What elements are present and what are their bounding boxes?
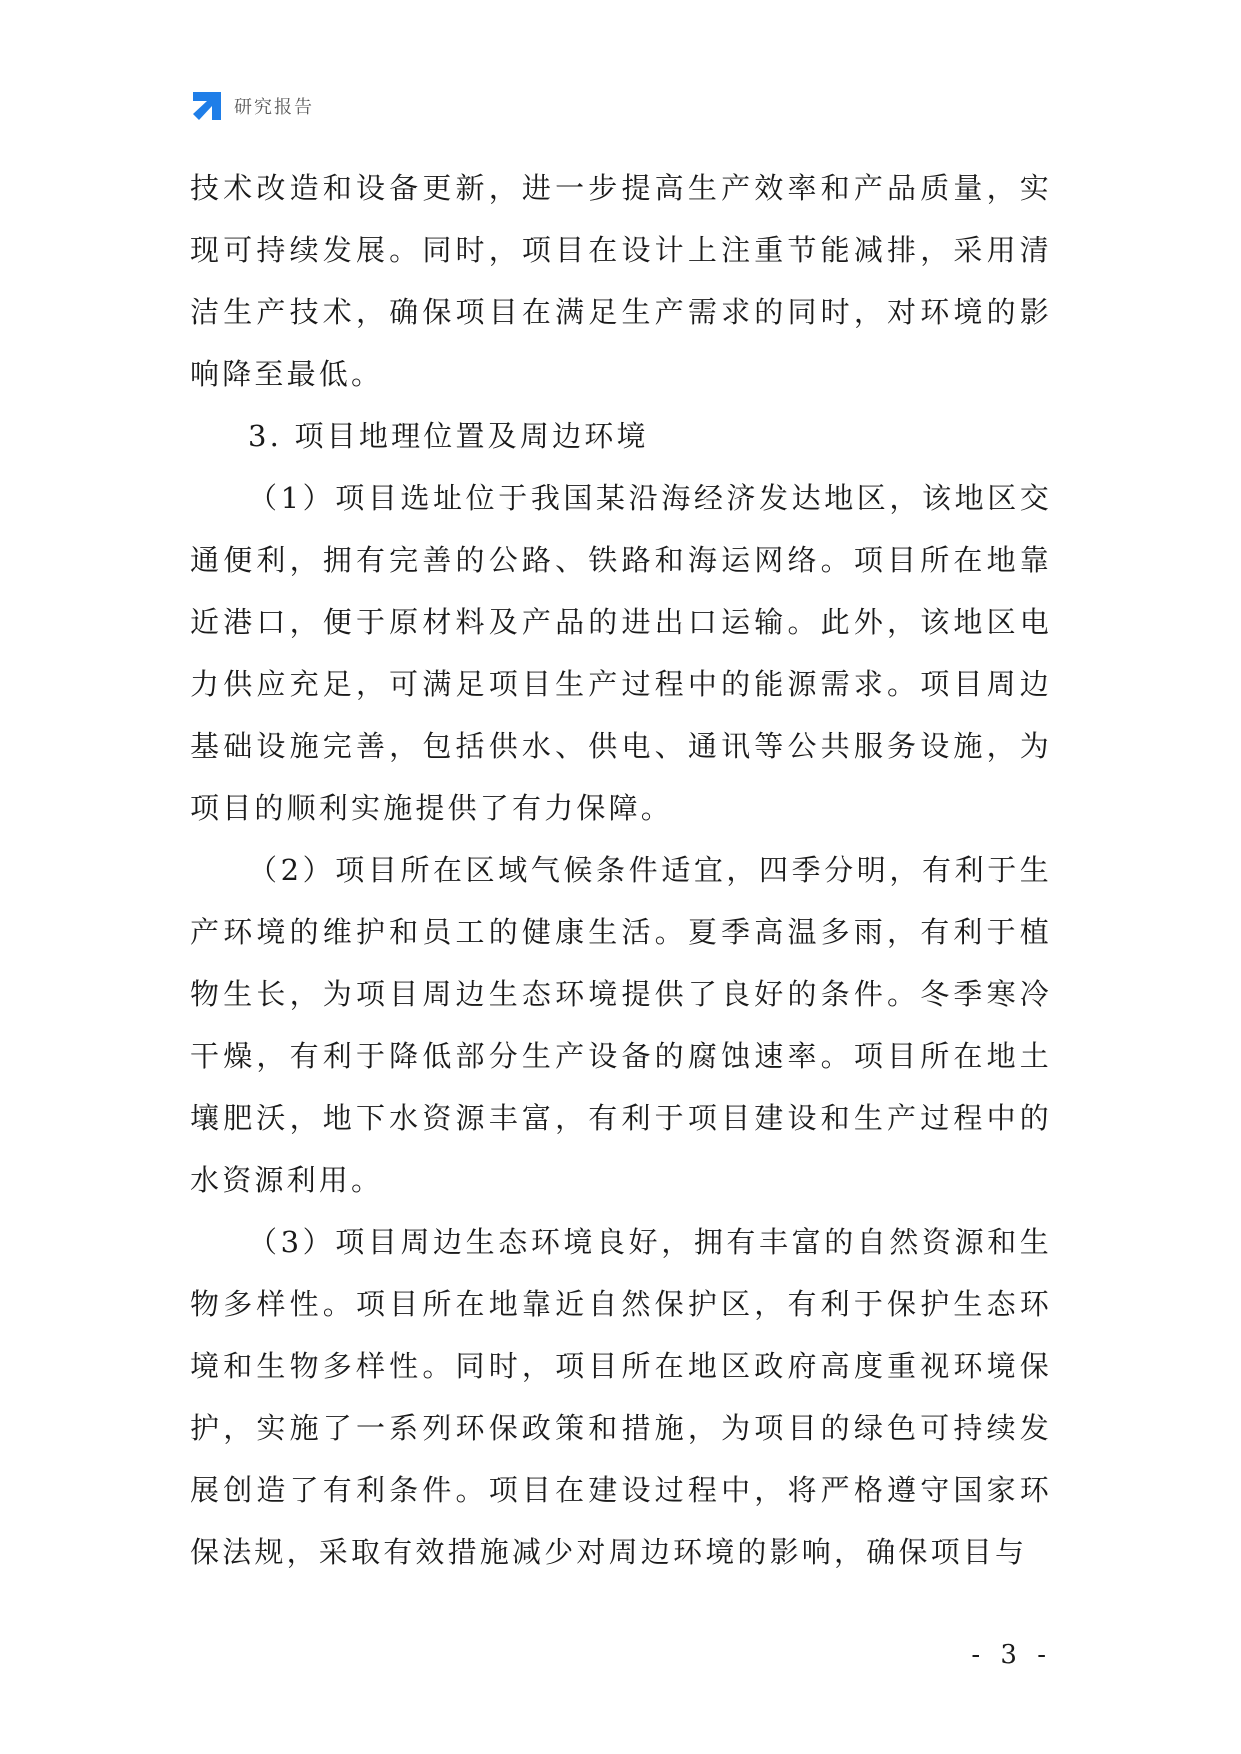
- arrow-up-right-icon: [190, 89, 224, 123]
- paragraph-climate: （2）项目所在区域气候条件适宜，四季分明，有利于生产环境的维护和员工的健康生活。夏季高温多雨，有利于植物生长，为项目周边生态环境提供了良好的条件。冬季寒冷干燥，有利于降低部分生产设备的腐蚀速率。项目所在地土壤肥沃，地下水资源丰富，有利于项目建设和生产过程中的水资源利用。: [190, 853, 1052, 1197]
- document-body: [190, 157, 1052, 1583]
- page-number: - 3 -: [971, 1640, 1052, 1670]
- page-header: [190, 88, 314, 124]
- paragraph-continuation: 技术改造和设备更新，进一步提高生产效率和产品质量，实现可持续发展。同时，项目在设计上注重节能减排，采用清洁生产技术，确保项目在满足生产需求的同时，对环境的影响降至最低。: [190, 171, 1052, 391]
- section-heading: 3. 项目地理位置及周边环境: [248, 419, 649, 453]
- paragraph-location: （1）项目选址位于我国某沿海经济发达地区，该地区交通便利，拥有完善的公路、铁路和海运网络。项目所在地靠近港口，便于原材料及产品的进出口运输。此外，该地区电力供应充足，可满足项目生产过程中的能源需求。项目周边基础设施完善，包括供水、供电、通讯等公共服务设施，为项目的顺利实施提供了有力保障。: [190, 481, 1052, 825]
- header-title: 研究报告: [234, 97, 314, 118]
- paragraph-ecology: （3）项目周边生态环境良好，拥有丰富的自然资源和生物多样性。项目所在地靠近自然保护区，有利于保护生态环境和生物多样性。同时，项目所在地区政府高度重视环境保护，实施了一系列环保政策和措施，为项目的绿色可持续发展创造了有利条件。项目在建设过程中，将严格遵守国家环保法规，采取有效措施减少对周边环境的影响，确保项目与: [190, 1225, 1052, 1569]
